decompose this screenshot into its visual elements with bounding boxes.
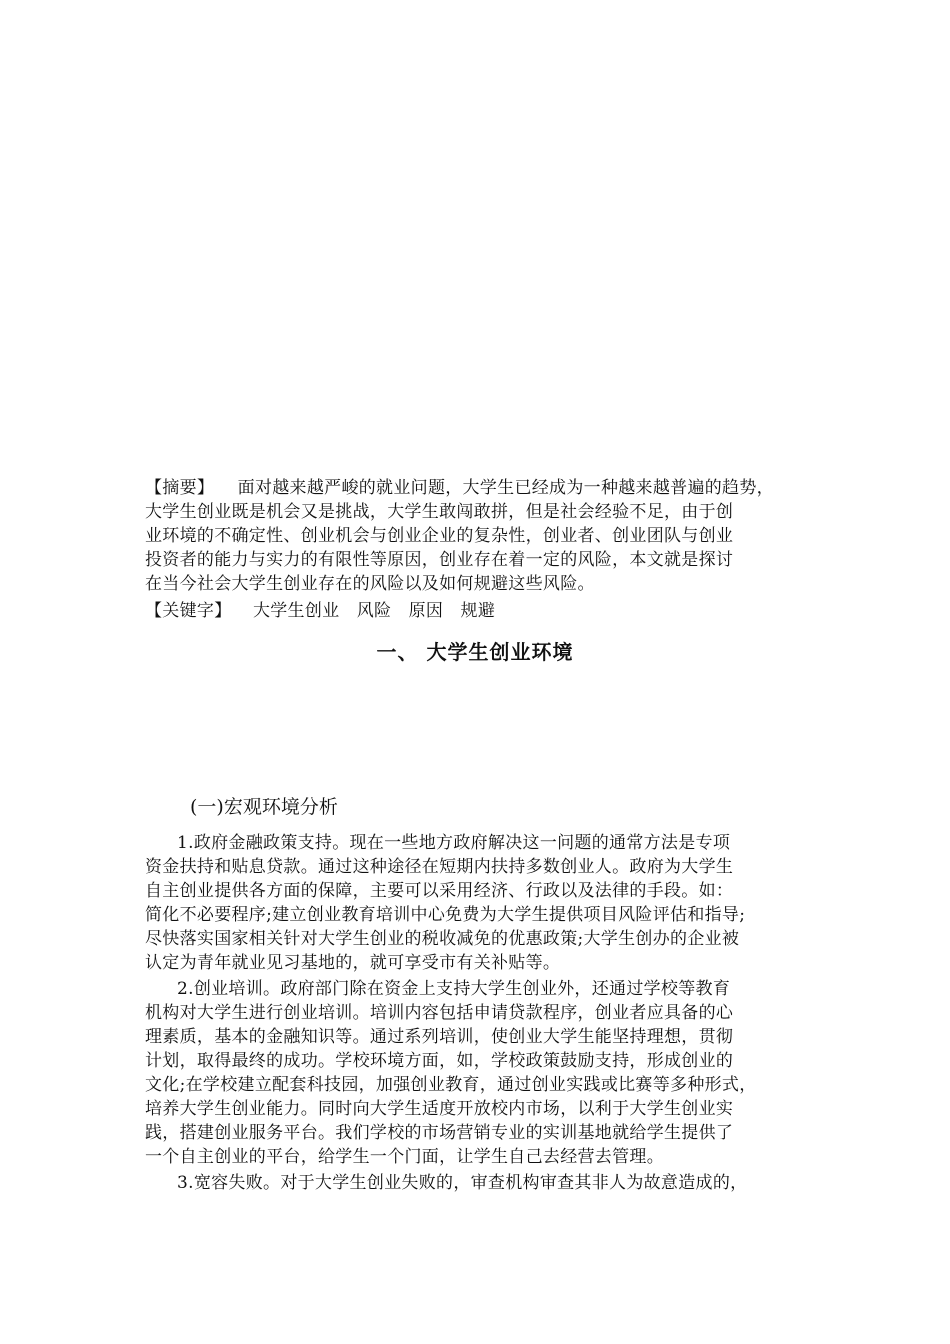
keywords-label: 【关键字】	[145, 601, 232, 621]
body-line: 1.政府金融政策支持。现在一些地方政府解决这一问题的通常方法是专项	[177, 833, 731, 853]
abstract-line: 面对越来越严峻的就业问题，大学生已经成为一种越来越普遍的趋势，	[237, 478, 774, 498]
body-line: 计划，取得最终的成功。学校环境方面，如，学校政策鼓励支持，形成创业的	[145, 1051, 734, 1071]
body-line: 文化;在学校建立配套科技园，加强创业教育，通过创业实践或比赛等多种形式，	[145, 1075, 757, 1095]
keywords-text: 大学生创业 风险 原因 规避	[252, 601, 496, 621]
abstract-line: 业环境的不确定性、创业机会与创业企业的复杂性，创业者、创业团队与创业	[145, 526, 734, 546]
abstract-label: 【摘要】	[145, 478, 215, 498]
body-line: 践，搭建创业服务平台。我们学校的市场营销专业的实训基地就给学生提供了	[145, 1123, 734, 1143]
subsection-title: (一)宏观环境分析	[190, 796, 338, 818]
body-line: 2.创业培训。政府部门除在资金上支持大学生创业外，还通过学校等教育	[177, 979, 731, 999]
abstract-first-line	[145, 476, 774, 500]
keywords-line	[145, 599, 495, 623]
abstract-line: 投资者的能力与实力的有限性等原因，创业存在着一定的风险，本文就是探讨	[145, 550, 734, 570]
section-title: 一、 大学生创业环境	[376, 640, 574, 664]
body-line: 自主创业提供各方面的保障，主要可以采用经济、行政以及法律的手段。如：	[145, 881, 734, 901]
abstract-line: 大学生创业既是机会又是挑战，大学生敢闯敢拼，但是社会经验不足，由于创	[145, 502, 734, 522]
body-line: 机构对大学生进行创业培训。培训内容包括申请贷款程序，创业者应具备的心	[145, 1003, 734, 1023]
body-line: 一个自主创业的平台，给学生一个门面，让学生自己去经营去管理。	[145, 1147, 664, 1167]
body-line: 简化不必要程序;建立创业教育培训中心免费为大学生提供项目风险评估和指导;	[145, 905, 746, 925]
body-line: 认定为青年就业见习基地的，就可享受市有关补贴等。	[145, 953, 561, 973]
body-line: 资金扶持和贴息贷款。通过这种途径在短期内扶持多数创业人。政府为大学生	[145, 857, 734, 877]
body-line: 理素质，基本的金融知识等。通过系列培训，使创业大学生能坚持理想，贯彻	[145, 1027, 734, 1047]
body-line: 3.宽容失败。对于大学生创业失败的，审查机构审查其非人为故意造成的，	[177, 1173, 748, 1193]
body-line: 培养大学生创业能力。同时向大学生适度开放校内市场，以利于大学生创业实	[145, 1099, 734, 1119]
abstract-line: 在当今社会大学生创业存在的风险以及如何规避这些风险。	[145, 574, 595, 594]
body-line: 尽快落实国家相关针对大学生创业的税收减免的优惠政策;大学生创办的企业被	[145, 929, 740, 949]
